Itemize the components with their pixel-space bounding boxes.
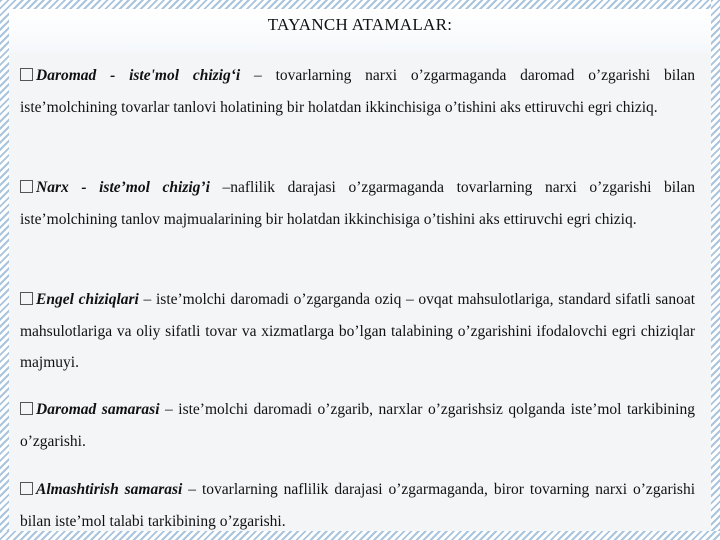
term: Narx - iste’mol chizig’i bbox=[36, 179, 210, 196]
checkbox-square-icon bbox=[20, 402, 33, 415]
checkbox-square-icon bbox=[20, 180, 33, 193]
term: Almashtirish samarasi bbox=[36, 481, 183, 498]
checkbox-square-icon bbox=[20, 482, 33, 495]
term: Daromad samarasi bbox=[36, 401, 160, 418]
definition: naflilik darajasi o’zgarmaganda tovarlarning narxi o’zgarishi bilan iste’molchining tanlov majmualarining bir holatdan ikkinchisiga o’tishini aks ettiruvchi egri chiziq. bbox=[20, 179, 695, 228]
definition: iste’molchi daromadi o’zgarib, narxlar o’zgarishsiz qolganda iste’mol tarkibining o’zgarishi. bbox=[20, 401, 695, 450]
term: Daromad - iste'mol chizig‘i bbox=[36, 67, 241, 84]
decorative-border-top bbox=[0, 0, 720, 9]
separator: – bbox=[209, 179, 231, 196]
definition-item bbox=[20, 284, 695, 379]
checkbox-square-icon bbox=[20, 68, 33, 81]
definition-item bbox=[20, 394, 695, 457]
definition-item bbox=[20, 172, 695, 235]
definition-item bbox=[20, 474, 695, 537]
definition: iste’molchi daromadi o’zgarganda oziq – ovqat mahsulotlariga, standard sifatli sanoat mahsulotlariga va oliy sifatli tovar va xizmatlarga bo’lgan talabining o’zgarishini ifodalovchi egri chiziqlar majmuyi. bbox=[20, 291, 695, 371]
decorative-border-right bbox=[711, 0, 720, 540]
slide-title: TAYANCH ATAMALAR: bbox=[267, 15, 453, 34]
definition: tovarlarning naflilik darajasi o’zgarmaganda, biror tovarning narxi o’zgarishi bilan iste’mol talabi tarkibining o’zgarishi. bbox=[20, 481, 696, 530]
term: Engel chiziqlari bbox=[36, 291, 139, 308]
definition: tovarlarning narxi o’zgarmaganda daromad o’zgarishi bilan iste’molchining tovarlar tanlovi holatining bir holatdan ikkinchisiga o’tishini aks ettiruvchi egri chiziq. bbox=[20, 67, 696, 116]
separator: – bbox=[182, 481, 202, 498]
definition-item bbox=[20, 60, 695, 123]
separator: – bbox=[159, 401, 179, 418]
separator: – bbox=[240, 67, 276, 84]
separator: – bbox=[138, 291, 156, 308]
checkbox-square-icon bbox=[20, 292, 33, 305]
decorative-border-left bbox=[0, 0, 9, 540]
